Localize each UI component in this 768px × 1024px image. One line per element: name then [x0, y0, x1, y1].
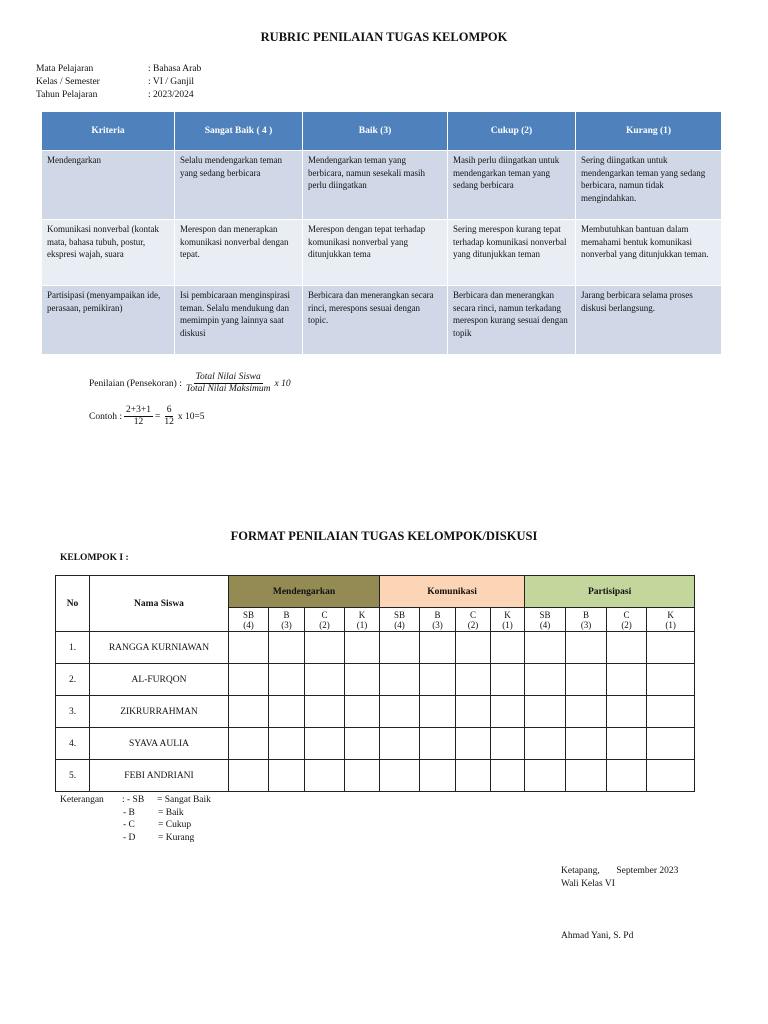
rubric-table	[41, 111, 722, 355]
rubric-cell: Jarang berbicara selama proses diskusi berlangsung.	[576, 286, 722, 355]
assessment-table	[55, 575, 695, 792]
score-cell[interactable]	[566, 760, 607, 792]
rubric-header-sangat-baik: Sangat Baik ( 4 )	[175, 112, 303, 151]
score-cell[interactable]	[491, 664, 525, 696]
score-cell[interactable]	[345, 664, 380, 696]
score-cell[interactable]	[566, 696, 607, 728]
rubric-cell: Membutuhkan bantuan dalam memahami bentuk komunikasi nonverbal yang ditunjukkan teman.	[576, 220, 722, 286]
score-cell[interactable]	[420, 760, 456, 792]
score-cell[interactable]	[305, 632, 345, 664]
legend-desc: = Kurang	[158, 832, 195, 843]
legend-code: - D	[123, 832, 136, 843]
score-cell[interactable]	[525, 664, 566, 696]
student-no: 1.	[56, 632, 90, 664]
formula-numerator: Total Nilai Siswa	[195, 372, 261, 382]
score-cell[interactable]	[525, 728, 566, 760]
rubric-row-mendengarkan	[42, 151, 722, 220]
score-cell[interactable]	[269, 696, 305, 728]
table-row	[56, 696, 695, 728]
legend	[60, 794, 211, 844]
score-cell[interactable]	[607, 664, 647, 696]
rubric-cell: Berbicara dan menerangkan secara rinci, namun terkadang merespon kurang sesuai dengan topik	[448, 286, 576, 355]
score-cell[interactable]	[420, 696, 456, 728]
score-cell[interactable]	[420, 664, 456, 696]
student-name: SYAVA AULIA	[90, 728, 229, 760]
score-cell[interactable]	[647, 760, 695, 792]
meta-value-year: : 2023/2024	[148, 90, 194, 100]
group-mendengarkan: Mendengarkan	[229, 576, 380, 608]
score-cell[interactable]	[491, 728, 525, 760]
group-label: KELOMPOK I :	[60, 553, 129, 563]
rubric-header-kriteria: Kriteria	[42, 112, 175, 151]
score-cell[interactable]	[345, 696, 380, 728]
col-name: Nama Siswa	[90, 576, 229, 632]
score-cell[interactable]	[491, 632, 525, 664]
student-no: 3.	[56, 696, 90, 728]
meta-label-class: Kelas / Semester	[36, 77, 100, 87]
assessment-group-header	[56, 576, 695, 608]
score-subheader: SB (4)	[525, 608, 566, 632]
score-subheader: K (1)	[345, 608, 380, 632]
score-subheader: B (3)	[566, 608, 607, 632]
score-cell[interactable]	[607, 696, 647, 728]
rubric-cell: Sering merespon kurang tepat terhadap komunikasi nonverbal yang ditunjukkan teman	[448, 220, 576, 286]
score-cell[interactable]	[491, 696, 525, 728]
signature-role: Wali Kelas VI	[561, 879, 615, 889]
score-cell[interactable]	[229, 664, 269, 696]
score-cell[interactable]	[647, 664, 695, 696]
score-cell[interactable]	[420, 728, 456, 760]
score-cell[interactable]	[345, 632, 380, 664]
format-title: FORMAT PENILAIAN TUGAS KELOMPOK/DISKUSI	[230, 529, 538, 543]
example-label: Contoh :	[89, 411, 122, 422]
student-no: 4.	[56, 728, 90, 760]
score-cell[interactable]	[566, 632, 607, 664]
score-cell[interactable]	[607, 632, 647, 664]
score-cell[interactable]	[345, 760, 380, 792]
scoring-example	[89, 405, 205, 428]
meta-label-subject: Mata Pelajaran	[36, 64, 94, 74]
table-row	[56, 632, 695, 664]
score-cell[interactable]	[647, 696, 695, 728]
example-num2: 6	[166, 405, 172, 415]
student-name: RANGGA KURNIAWAN	[90, 632, 229, 664]
score-cell[interactable]	[380, 760, 420, 792]
rubric-row-partisipasi	[42, 286, 722, 355]
table-row	[56, 664, 695, 696]
score-cell[interactable]	[380, 728, 420, 760]
score-cell[interactable]	[380, 632, 420, 664]
meta-value-subject: : Bahasa Arab	[148, 64, 202, 74]
score-cell[interactable]	[525, 696, 566, 728]
score-cell[interactable]	[491, 760, 525, 792]
score-cell[interactable]	[456, 728, 491, 760]
score-subheader: C (2)	[456, 608, 491, 632]
student-name: ZIKRURRAHMAN	[90, 696, 229, 728]
col-no: No	[56, 576, 90, 632]
example-equals: =	[154, 411, 161, 422]
rubric-cell: Berbicara dan menerangkan secara rinci, merespons sesuai dengan topic.	[303, 286, 448, 355]
rubric-cell: Mendengarkan teman yang berbicara, namun sesekali masih perlu diingatkan	[303, 151, 448, 220]
group-komunikasi: Komunikasi	[380, 576, 525, 608]
legend-code: - C	[123, 820, 135, 830]
formula-denominator: Total Nilai Maksimum	[185, 384, 271, 394]
score-subheader: C (2)	[305, 608, 345, 632]
score-cell[interactable]	[229, 728, 269, 760]
score-cell[interactable]	[456, 632, 491, 664]
score-cell[interactable]	[607, 728, 647, 760]
legend-code: - B	[123, 807, 135, 818]
rubric-cell: Komunikasi nonverbal (kontak mata, bahasa tubuh, postur, ekspresi wajah, suara	[42, 220, 175, 286]
scoring-formula	[89, 372, 291, 395]
rubric-header-row	[42, 112, 722, 151]
score-cell[interactable]	[380, 664, 420, 696]
table-row	[56, 760, 695, 792]
student-no: 2.	[56, 664, 90, 696]
score-cell[interactable]	[229, 760, 269, 792]
rubric-cell: Merespon dan menerapkan komunikasi nonverbal dengan tepat.	[175, 220, 303, 286]
rubric-cell: Selalu mendengarkan teman yang sedang berbicara	[175, 151, 303, 220]
student-name: AL-FURQON	[90, 664, 229, 696]
rubric-cell: Masih perlu diingatkan untuk mendengarkan teman yang sedang berbicara	[448, 151, 576, 220]
score-cell[interactable]	[607, 760, 647, 792]
example-num1: 2+3+1	[126, 405, 151, 415]
student-no: 5.	[56, 760, 90, 792]
rubric-cell: Merespon dengan tepat terhadap komunikasi nonverbal yang ditunjukkan tema	[303, 220, 448, 286]
meta-label-year: Tahun Pelajaran	[36, 90, 98, 100]
score-cell[interactable]	[566, 728, 607, 760]
score-cell[interactable]	[305, 664, 345, 696]
example-rest: x 10=5	[177, 411, 205, 422]
rubric-cell: Sering diingatkan untuk mendengarkan teman yang sedang berbicara, namun tidak mengindahkan.	[576, 151, 722, 220]
score-subheader: SB (4)	[229, 608, 269, 632]
score-cell[interactable]	[269, 760, 305, 792]
score-cell[interactable]	[269, 728, 305, 760]
meta-info	[36, 63, 201, 102]
score-cell[interactable]	[647, 728, 695, 760]
rubric-row-komunikasi	[42, 220, 722, 286]
example-den1: 12	[133, 417, 144, 427]
signature-name: Ahmad Yani, S. Pd	[561, 931, 634, 941]
legend-desc: = Cukup	[158, 820, 192, 830]
rubric-header-kurang: Kurang (1)	[576, 112, 722, 151]
score-subheader: K (1)	[491, 608, 525, 632]
legend-label: Keterangan	[60, 795, 104, 805]
rubric-cell: Isi pembicaraan menginspirasi teman. Selalu mendukung dan memimpin yang lainnya saat diskusi	[175, 286, 303, 355]
score-cell[interactable]	[269, 632, 305, 664]
example-den2: 12	[164, 417, 174, 427]
score-subheader: B (3)	[269, 608, 305, 632]
score-subheader: C (2)	[607, 608, 647, 632]
score-subheader: SB (4)	[380, 608, 420, 632]
score-cell[interactable]	[525, 760, 566, 792]
table-row	[56, 728, 695, 760]
student-rows	[56, 632, 695, 792]
legend-code: : - SB	[122, 795, 145, 805]
score-cell[interactable]	[229, 632, 269, 664]
rubric-header-baik: Baik (3)	[303, 112, 448, 151]
score-cell[interactable]	[566, 664, 607, 696]
score-cell[interactable]	[647, 632, 695, 664]
score-subheader: K (1)	[647, 608, 695, 632]
score-cell[interactable]	[456, 696, 491, 728]
page-title: RUBRIC PENILAIAN TUGAS KELOMPOK	[260, 30, 508, 44]
score-cell[interactable]	[305, 760, 345, 792]
student-name: FEBI ANDRIANI	[90, 760, 229, 792]
score-cell[interactable]	[456, 664, 491, 696]
score-cell[interactable]	[380, 696, 420, 728]
group-partisipasi: Partisipasi	[525, 576, 695, 608]
score-cell[interactable]	[345, 728, 380, 760]
score-subheader: B (3)	[420, 608, 456, 632]
rubric-header-cukup: Cukup (2)	[448, 112, 576, 151]
score-cell[interactable]	[269, 664, 305, 696]
score-cell[interactable]	[456, 760, 491, 792]
score-cell[interactable]	[305, 696, 345, 728]
score-cell[interactable]	[525, 632, 566, 664]
legend-desc: = Baik	[158, 807, 184, 818]
rubric-cell: Mendengarkan	[42, 151, 175, 220]
formula-label: Penilaian (Pensekoran) :	[89, 378, 182, 389]
score-cell[interactable]	[420, 632, 456, 664]
score-cell[interactable]	[229, 696, 269, 728]
meta-value-class: : VI / Ganjil	[148, 77, 195, 87]
formula-times: x 10	[274, 378, 291, 389]
score-cell[interactable]	[305, 728, 345, 760]
legend-desc: = Sangat Baik	[157, 795, 211, 805]
signature-place-date: Ketapang, September 2023	[561, 866, 679, 876]
rubric-cell: Partisipasi (menyampaikan ide, perasaan, pemikiran)	[42, 286, 175, 355]
